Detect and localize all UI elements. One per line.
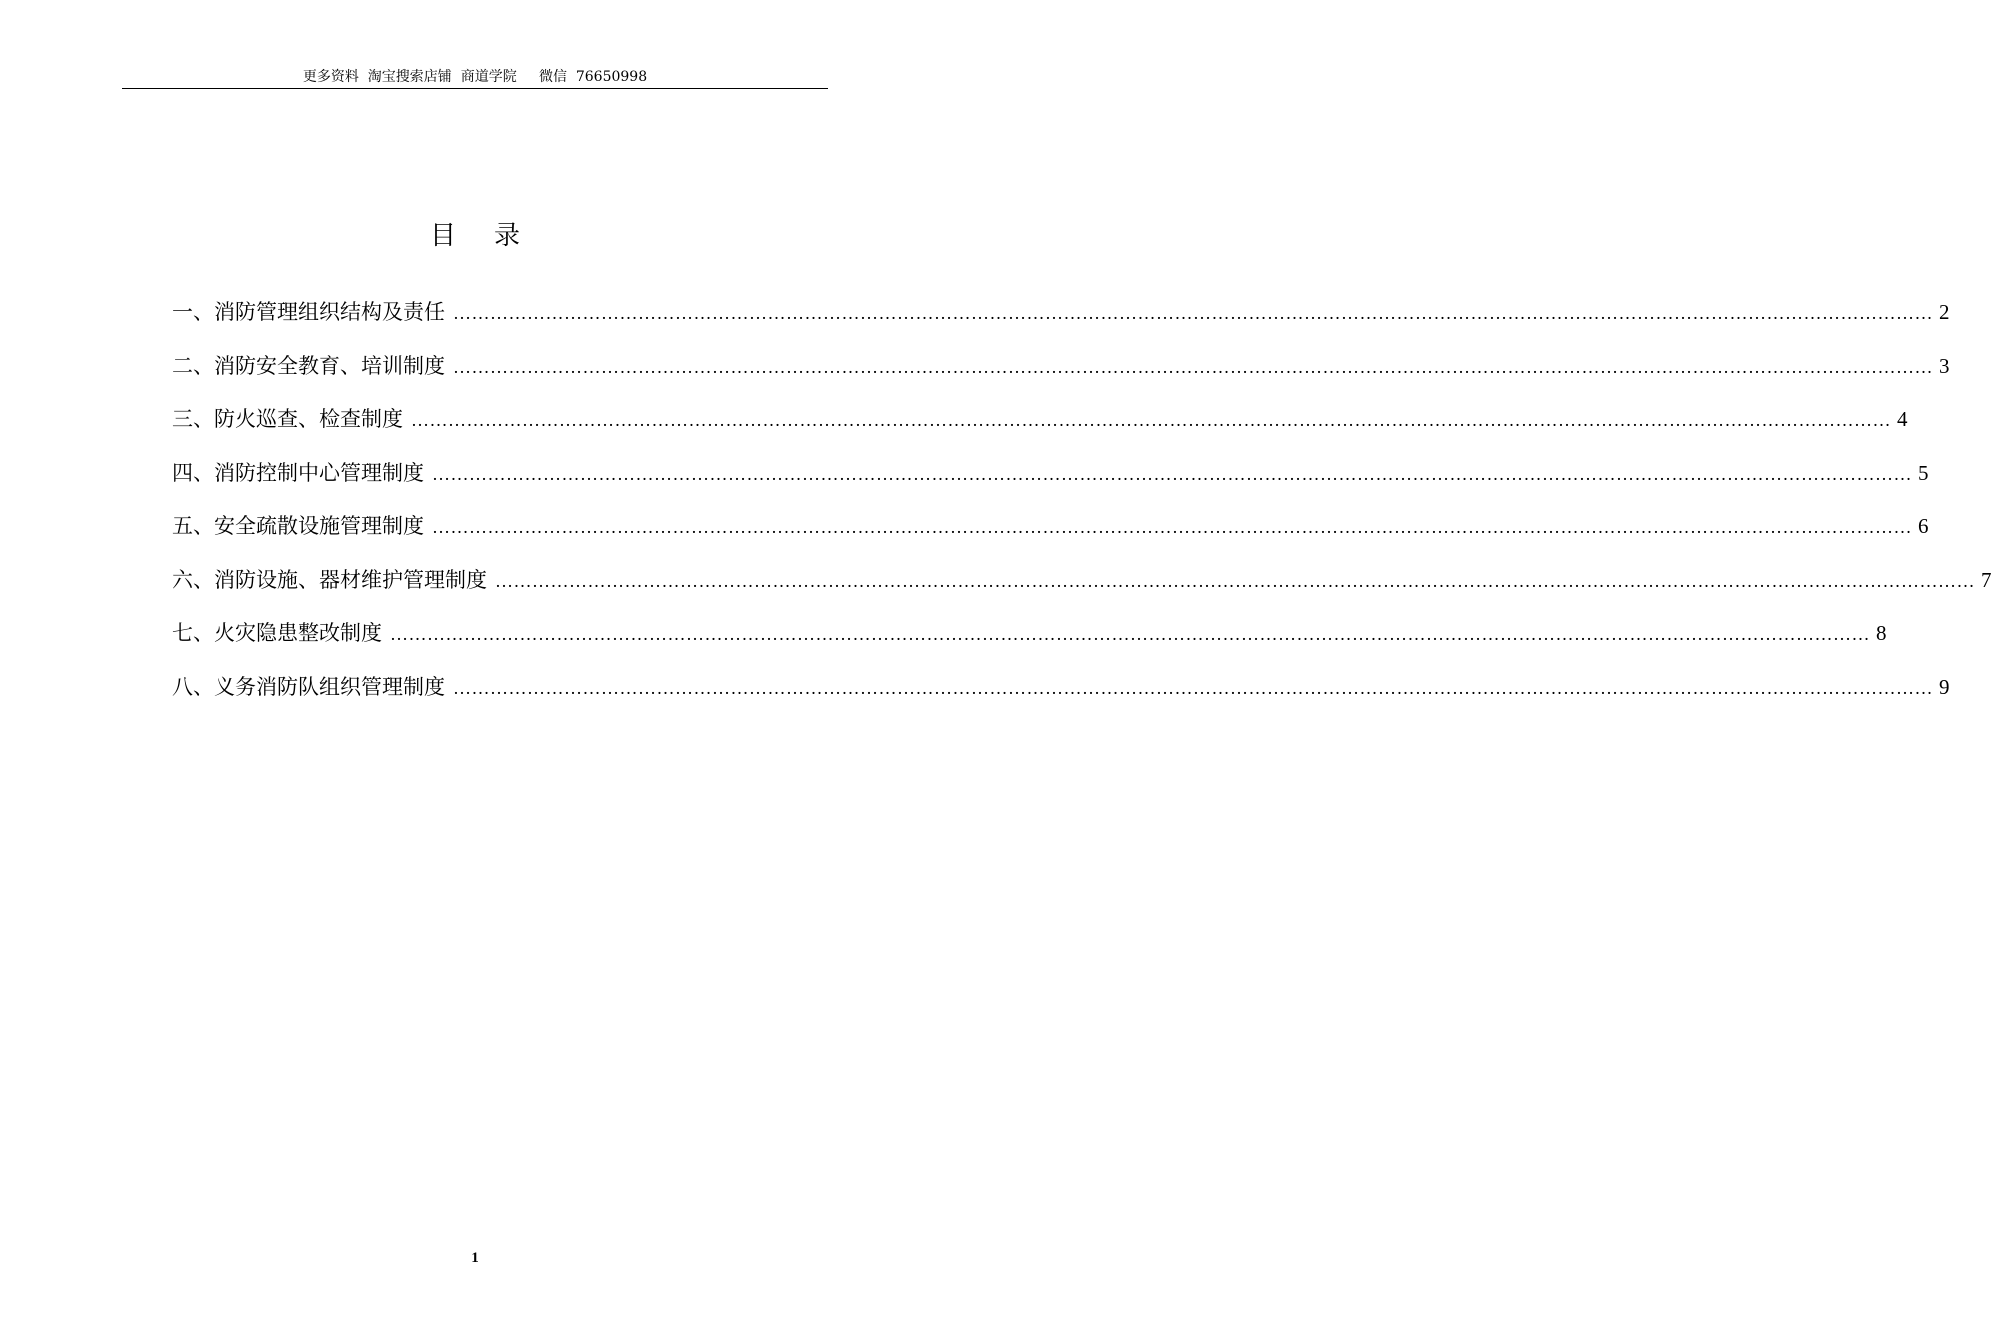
toc-entry-label: 五、安全疏散设施管理制度: [172, 514, 424, 538]
toc-dot-leader: ……………………………………………………………………………………………………………………………………………………………………………………………………………………: [432, 517, 1912, 537]
toc-entry[interactable]: [172, 504, 1929, 558]
toc-entry-page: 4: [1897, 407, 1908, 431]
toc-entry[interactable]: [172, 611, 1887, 665]
page-number: 1: [471, 1250, 479, 1266]
toc-dot-leader: ……………………………………………………………………………………………………………………………………………………………………………………………………………………: [453, 356, 1933, 377]
toc-entry-label: 二、消防安全教育、培训制度: [172, 353, 445, 378]
toc-entry[interactable]: [172, 344, 1950, 398]
header-rule: [122, 88, 828, 89]
toc-dot-leader: ……………………………………………………………………………………………………………………………………………………………………………………………………………………: [390, 624, 1870, 644]
toc-dot-leader: ……………………………………………………………………………………………………………………………………………………………………………………………………………………: [453, 303, 1933, 323]
toc-entry-label: 七、火灾隐患整改制度: [172, 621, 382, 645]
toc-entry[interactable]: [172, 558, 1992, 612]
toc-dot-leader: ……………………………………………………………………………………………………………………………………………………………………………………………………………………: [432, 463, 1912, 484]
toc-entry-page: 9: [1939, 674, 1950, 699]
toc-title: [0, 216, 950, 256]
toc-title-char-2: 录: [494, 221, 521, 251]
toc-title-char-1: 目: [429, 221, 456, 251]
toc-entry-page: 2: [1939, 300, 1950, 324]
toc-entry-label: 四、消防控制中心管理制度: [172, 460, 424, 485]
toc-dot-leader: ……………………………………………………………………………………………………………………………………………………………………………………………………………………: [453, 677, 1933, 698]
toc-entry-label: 一、消防管理组织结构及责任: [172, 300, 445, 324]
toc-entry-label: 六、消防设施、器材维护管理制度: [172, 567, 487, 592]
toc-entry-label: 三、防火巡查、检查制度: [172, 407, 403, 431]
toc-entry-page: 8: [1876, 621, 1887, 645]
toc-entry-page: 3: [1939, 353, 1950, 378]
toc-entry-page: 5: [1918, 460, 1929, 485]
toc-entry[interactable]: [172, 397, 1908, 451]
toc-entry[interactable]: [172, 665, 1950, 719]
toc-entry[interactable]: [172, 451, 1929, 505]
toc-dot-leader: ……………………………………………………………………………………………………………………………………………………………………………………………………………………: [411, 410, 1891, 430]
toc-dot-leader: ……………………………………………………………………………………………………………………………………………………………………………………………………………………: [495, 570, 1975, 591]
table-of-contents: [172, 290, 1992, 718]
toc-entry-label: 八、义务消防队组织管理制度: [172, 674, 445, 699]
toc-entry-page: 6: [1918, 514, 1929, 538]
page-header: 更多资料 淘宝搜索店铺 商道学院 微信 76650998: [302, 69, 648, 85]
toc-entry-page: 7: [1981, 567, 1992, 592]
toc-entry[interactable]: [172, 290, 1950, 344]
